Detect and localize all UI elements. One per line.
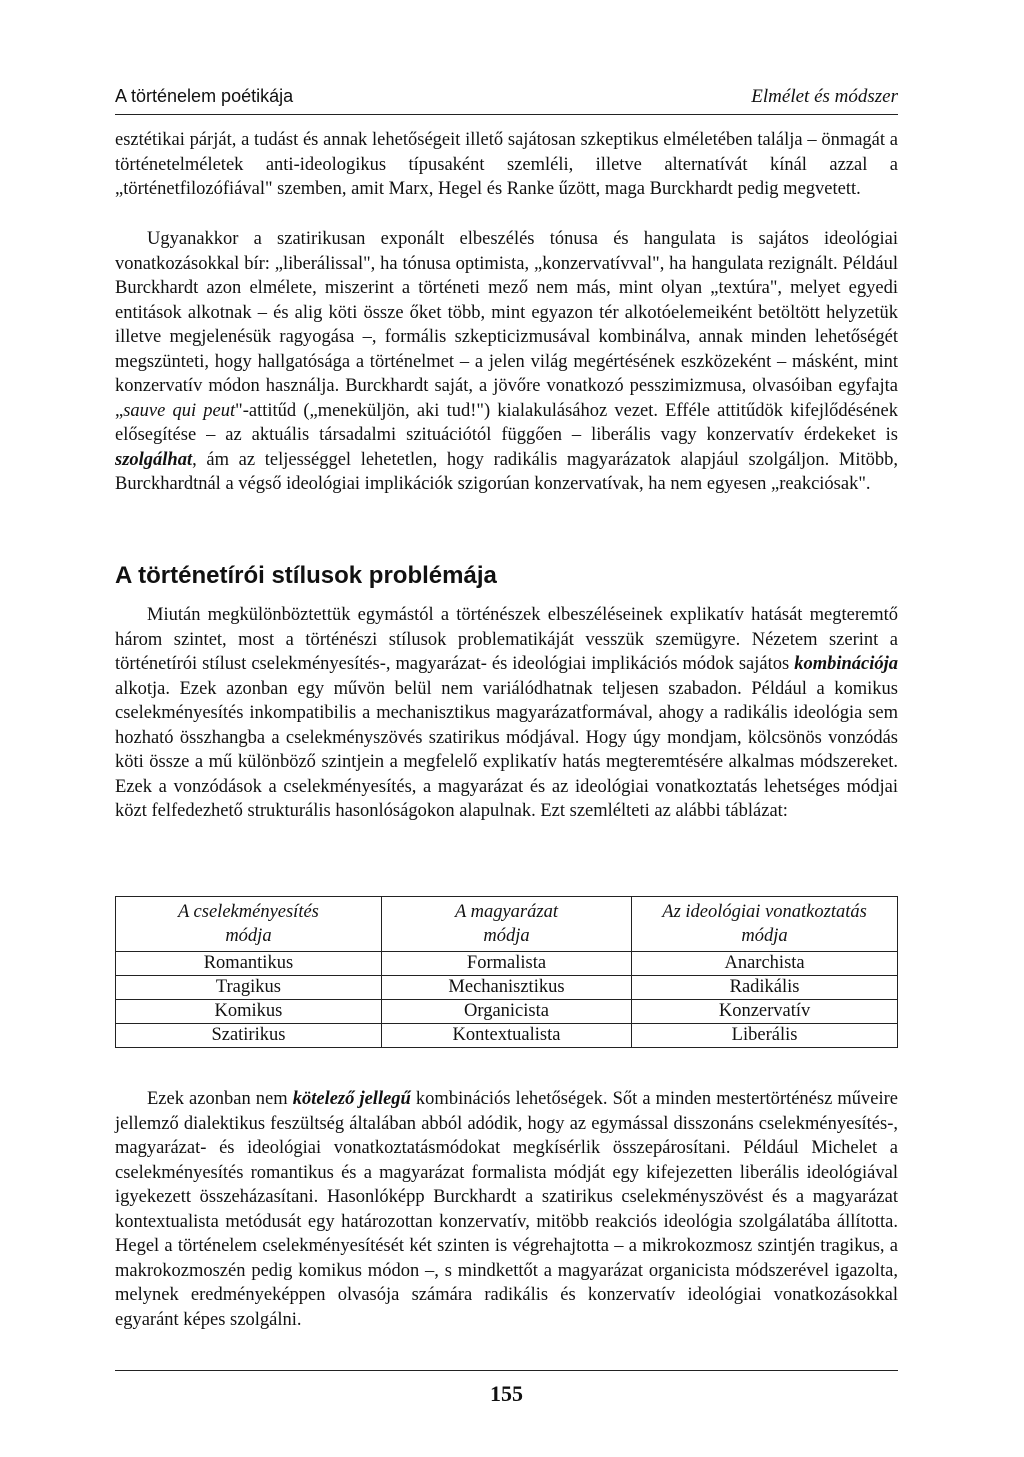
book-title: A történelem poétikája — [115, 86, 294, 106]
header-emplotment — [116, 897, 382, 952]
style-combination-table — [115, 896, 898, 1048]
table-cell: Mechanisztikus — [381, 976, 631, 1000]
paragraph-4-text-b: kombinációs lehetőségek. Sőt a minden mestertörténész műveire jellemző dialektikus feszültség általában abból adódik, hogy az egymással disszonáns cselekményesítés-, magyarázat- és ideológiai vonatkoztatásmódokat megkísérlik összepárosítani. Például Michelet a cselekményesítés romantikus és a magyarázat formalista módját egy kifejezetten liberális ideológiával igyekezett összeházasítani. Hasonlóképp Burckhardt a szatirikus cselekményszövést és a magyarázat kontextualista metódusát egy határozottan konzervatív, mitöbb reakciós ideológia szolgálatába állította. Hegel a történelem cselekményesítését két szinten is végrehajtotta – a mikrokozmosz szintjén tragikus, a makrokozmoszén pedig komikus módon –, s mindkettőt a magyarázat organicista módszerével igazolta, melynek eredményeképpen olvasója számára radikális és konzervatív ideológiai vonatkozásokkal egyaránt képes szolgálni. — [115, 1089, 898, 1330]
paragraph-2-text-a: Ugyanakkor a szatirikusan exponált elbeszélés tónusa és hangulata is sajátos ideológiai vonatkozásokkal bír: „liberálissal", ha tónusa optimista, „konzervatívval", ha hangulata rezignált. Például Burckhardt azon elmélete, miszerint a történeti mező nem más, mint olyan „textúra", melyet egyedi entitások alkotnak – és alig köti össze őket több, mint egyazon tér alkotóelemeiként betöltött helyzetük illetve megjelenésük ragyogása –, formális szkepticizmusával kombinálva, annak minden lehetőségét megszünteti, hogy hallgatósága a történelmet – a jelen világ megértésének eszközeként – másként, mint konzervatív módon használja. Burckhardt saját, a jövőre vonatkozó pesszimizmusa, olvasóiban egyfajta „ — [115, 229, 898, 421]
table-cell: Radikális — [632, 976, 898, 1000]
paragraph-3 — [115, 603, 898, 824]
table-row — [116, 1024, 898, 1048]
section-heading: A történetírói stílusok problémája — [115, 562, 497, 589]
table-cell: Szatirikus — [116, 1024, 382, 1048]
table-cell: Romantikus — [116, 952, 382, 976]
table-cell: Konzervatív — [632, 1000, 898, 1024]
paragraph-2-emphasis-sauve: sauve qui peut — [123, 400, 236, 421]
table-cell: Organicista — [381, 1000, 631, 1024]
section-title: Elmélet és módszer — [751, 86, 898, 107]
table-cell: Formalista — [381, 952, 631, 976]
paragraph-3-text-a: Miután megkülönböztettük egymástól a történészek elbeszéléseinek explikatív hatását megteremtő három szintet, most a történészi stílusok problematikáját vesszük szemügyre. Nézetem szerint a történetírói stílust cselekményesítés-, magyarázat- és ideológiai implikációs módok sajátos — [115, 605, 898, 674]
paragraph-2-text-b: "-attitűd („meneküljön, aki tud!") kialakulásához vezet. Efféle attitűdök kifejlődésének elősegítése – az aktuális társadalmi szituációtól függően – liberális vagy konzervatív érdekeket is — [115, 400, 898, 445]
paragraph-3-emphasis: kombinációja — [794, 654, 898, 674]
header-explanation-line2: módja — [483, 926, 530, 946]
paragraph-1: esztétikai párját, a tudást és annak lehetőségeit illető sajátosan szkeptikus elméletében találja – önmagát a történetelméletek anti-ideologikus típusaként szemléli, illetve alternatívát kínál azzal a „történetfilozófiával" szemben, amit Marx, Hegel és Ranke űzött, maga Burckhardt pedig megvetett. — [115, 130, 898, 199]
table-header-row — [116, 897, 898, 952]
paragraph-2-text-c: , ám az teljességgel lehetetlen, hogy radikális magyarázatok alapjául szolgáljon. Mitöbb, Burckhardtnál a végső ideológiai implikációk szigorúan konzervatívak, ha nem egyesen „reakciósak". — [115, 449, 898, 494]
header-ideology-line1: Az ideológiai vonatkoztatás — [662, 902, 867, 922]
header-ideology — [632, 897, 898, 952]
paragraph-4 — [115, 1087, 898, 1332]
table-cell: Liberális — [632, 1024, 898, 1048]
page-number: 155 — [490, 1381, 523, 1406]
footer-rule — [115, 1370, 898, 1371]
table-cell: Kontextualista — [381, 1024, 631, 1048]
header-explanation — [381, 897, 631, 952]
header-emplotment-line1: A cselekményesítés — [177, 902, 319, 922]
running-head — [115, 86, 898, 115]
table-row — [116, 1000, 898, 1024]
table-cell: Tragikus — [116, 976, 382, 1000]
table-cell: Komikus — [116, 1000, 382, 1024]
book-page — [115, 0, 898, 1457]
paragraph-4-emphasis: kötelező jellegű — [292, 1089, 411, 1109]
table-row — [116, 952, 898, 976]
paragraph-3-text-b: alkotja. Ezek azonban egy művön belül nem variálódhatnak teljesen szabadon. Például a komikus cselekményesítés inkompatibilis a mechanisztikus magyarázatformával, ahogy a radikális ideológia sem hozható összhangba a cselekményszövés szatirikus módjával. Hogy úgy mondjam, kölcsönös vonzódás köti össze a mű különböző szintjein a megfelelő explikatív hatás megteremtésére alkalmas módszereket. Ezek a vonzódások a cselekményesítés, a magyarázat és az ideológiai vonatkoztatás lehetséges módjai közt felfedezhető strukturális hasonlóságokon alapulnak. Ezt szemlélteti az alábbi táblázat: — [115, 678, 898, 821]
header-ideology-line2: módja — [741, 926, 788, 946]
header-explanation-line1: A magyarázat — [455, 902, 558, 922]
table-row — [116, 976, 898, 1000]
table-cell: Anarchista — [632, 952, 898, 976]
header-emplotment-line2: módja — [225, 926, 272, 946]
paragraph-2-emphasis-szolgalhat: szolgálhat — [115, 449, 193, 470]
paragraph-4-text-a: Ezek azonban nem — [147, 1089, 293, 1109]
paragraph-2 — [115, 227, 898, 497]
